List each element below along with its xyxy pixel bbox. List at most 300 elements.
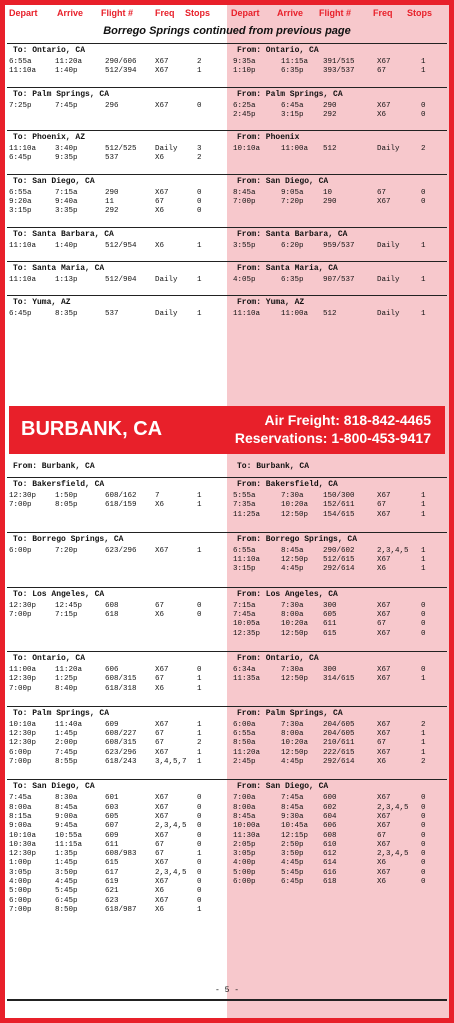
stops: 1 xyxy=(197,276,202,284)
flight-number: 290 xyxy=(105,188,119,197)
depart-time: 3:15p xyxy=(233,565,256,574)
arrive-time: 12:50p xyxy=(281,556,309,565)
stops: 1 xyxy=(197,675,202,684)
stops: 1 xyxy=(197,546,202,555)
flight-number: 393/537 xyxy=(323,67,355,76)
frequency: X67 xyxy=(155,896,169,905)
depart-time: 11:10a xyxy=(233,310,261,319)
depart-time: 6:00p xyxy=(9,546,32,555)
stops: 0 xyxy=(421,812,426,821)
flight-number: 512 xyxy=(323,145,337,154)
frequency: X67 xyxy=(155,803,169,812)
arrive-time: 12:50p xyxy=(281,748,309,757)
depart-time: 11:10a xyxy=(9,145,37,154)
section-divider xyxy=(7,532,447,533)
depart-time: 6:45p xyxy=(9,310,32,319)
frequency: 2,3,4,5 xyxy=(377,850,409,859)
flight-number: 608/315 xyxy=(105,739,137,748)
stops: 1 xyxy=(421,675,426,684)
flight-number: 610 xyxy=(323,840,337,849)
to-label: To: Burbank, CA xyxy=(237,462,310,471)
flight-number: 608/162 xyxy=(105,492,137,500)
frequency: X67 xyxy=(377,812,391,821)
arrive-time: 7:30a xyxy=(281,666,304,674)
stops: 0 xyxy=(197,887,202,896)
route-section xyxy=(5,477,449,532)
depart-time: 6:00a xyxy=(233,720,256,729)
flight-number: 609 xyxy=(105,720,119,729)
flight-number: 152/611 xyxy=(323,501,355,510)
arrive-time: 6:45p xyxy=(281,878,304,887)
depart-time: 10:10a xyxy=(9,720,37,729)
depart-time: 6:55a xyxy=(9,58,32,66)
flight-number: 512/615 xyxy=(323,556,355,565)
arrive-time: 10:20a xyxy=(281,739,309,748)
frequency: Daily xyxy=(377,241,400,250)
frequency: X6 xyxy=(377,878,387,887)
flight-number: 512/904 xyxy=(105,276,137,284)
frequency: Daily xyxy=(155,310,178,319)
frequency: X67 xyxy=(155,101,169,110)
flight-number: 907/537 xyxy=(323,276,355,284)
frequency: X67 xyxy=(377,794,391,803)
arrive-time: 3:35p xyxy=(55,207,78,216)
section-divider xyxy=(7,261,447,262)
depart-time: 7:00p xyxy=(9,905,32,914)
arrive-time: 7:20p xyxy=(55,546,78,555)
section-divider xyxy=(7,174,447,175)
depart-time: 7:25p xyxy=(9,101,32,110)
stops: 0 xyxy=(421,629,426,638)
depart-time: 10:30a xyxy=(9,840,37,849)
arrive-time: 9:40a xyxy=(55,198,78,207)
section-divider xyxy=(7,477,447,478)
frequency: X6 xyxy=(155,241,165,250)
route-section xyxy=(5,43,449,87)
flight-number: 608/315 xyxy=(105,675,137,684)
stops: 0 xyxy=(197,794,202,803)
frequency: X67 xyxy=(155,67,169,76)
arrive-time: 7:30a xyxy=(281,601,304,610)
arrive-time: 10:20a xyxy=(281,501,309,510)
frequency: X67 xyxy=(377,101,391,110)
section-heading-to: To: Palm Springs, CA xyxy=(13,708,110,718)
depart-time: 9:00a xyxy=(9,822,32,831)
stops: 1 xyxy=(197,905,202,914)
section-divider xyxy=(7,43,447,44)
column-header-bar xyxy=(5,5,449,22)
stops: 1 xyxy=(421,58,426,66)
stops: 1 xyxy=(421,310,426,319)
frequency: 67 xyxy=(155,840,165,849)
flight-number: 623 xyxy=(105,896,119,905)
stops: 1 xyxy=(197,501,202,510)
stops: 0 xyxy=(421,101,426,110)
flight-number: 391/515 xyxy=(323,58,355,66)
depart-time: 5:00p xyxy=(9,887,32,896)
section-divider xyxy=(7,130,447,131)
section-heading-from: From: Bakersfield, CA xyxy=(237,480,338,489)
frequency: X6 xyxy=(155,887,165,896)
frequency: X67 xyxy=(377,720,391,729)
arrive-time: 3:40p xyxy=(55,145,78,154)
depart-time: 11:10a xyxy=(9,241,37,250)
arrive-time: 1:45p xyxy=(55,730,78,739)
right-flight-row xyxy=(5,565,449,575)
flight-number: 210/611 xyxy=(323,739,355,748)
stops: 0 xyxy=(197,601,202,610)
frequency: X67 xyxy=(377,675,391,684)
flight-number: 10 xyxy=(323,188,333,197)
section-heading-to: To: Los Angeles, CA xyxy=(13,589,105,599)
depart-time: 12:35p xyxy=(233,629,261,638)
arrive-time: 8:45a xyxy=(281,546,304,555)
stops: 0 xyxy=(421,601,426,610)
frequency: 67 xyxy=(155,730,165,739)
header-stops: Stops xyxy=(185,8,211,18)
depart-time: 8:00a xyxy=(233,803,256,812)
stops: 0 xyxy=(421,878,426,887)
stops: 0 xyxy=(197,859,202,868)
stops: 2 xyxy=(197,58,202,66)
depart-time: 6:55a xyxy=(233,546,256,555)
arrive-time: 8:55p xyxy=(55,758,78,767)
section-heading-to: To: Santa Maria, CA xyxy=(13,264,105,273)
arrive-time: 10:55a xyxy=(55,831,83,840)
right-flight-row xyxy=(5,758,449,768)
depart-time: 2:45p xyxy=(233,758,256,767)
arrive-time: 1:13p xyxy=(55,276,78,284)
frequency: Daily xyxy=(155,276,178,284)
frequency: X6 xyxy=(155,501,165,510)
flight-number: 611 xyxy=(105,840,119,849)
flight-number: 600 xyxy=(323,794,337,803)
depart-time: 8:45a xyxy=(233,812,256,821)
arrive-time: 8:00a xyxy=(281,730,304,739)
flight-number: 537 xyxy=(105,154,119,163)
flight-number: 292 xyxy=(323,110,337,119)
depart-time: 12:30p xyxy=(9,850,37,859)
arrive-time: 3:50p xyxy=(55,868,78,877)
stops: 1 xyxy=(197,241,202,250)
stops: 0 xyxy=(197,666,202,674)
frequency: 67 xyxy=(155,739,165,748)
stops: 2 xyxy=(197,154,202,163)
arrive-time: 7:20p xyxy=(281,198,304,207)
arrive-time: 6:20p xyxy=(281,241,304,250)
flight-number: 290 xyxy=(323,101,337,110)
arrive-time: 4:45p xyxy=(281,565,304,574)
depart-time: 7:00p xyxy=(9,758,32,767)
arrive-time: 7:30a xyxy=(281,492,304,500)
frequency: X6 xyxy=(377,110,387,119)
arrive-time: 7:15p xyxy=(55,611,78,620)
stops: 0 xyxy=(421,840,426,849)
frequency: Daily xyxy=(377,276,400,284)
banner-city: BURBANK, CA xyxy=(21,418,163,440)
stops: 2 xyxy=(421,758,426,767)
stops: 0 xyxy=(197,812,202,821)
frequency: 2,3,4,5 xyxy=(377,803,409,812)
route-section xyxy=(5,261,449,295)
flight-number: 619 xyxy=(105,878,119,887)
arrive-time: 7:45a xyxy=(281,794,304,803)
frequency: X67 xyxy=(155,720,169,729)
frequency: X6 xyxy=(155,905,165,914)
depart-time: 6:00p xyxy=(233,878,256,887)
arrive-time: 1:25p xyxy=(55,675,78,684)
arrive-time: 8:05p xyxy=(55,501,78,510)
frequency: X67 xyxy=(155,831,169,840)
depart-time: 6:00p xyxy=(9,748,32,757)
stops: 3 xyxy=(197,145,202,154)
depart-time: 4:00p xyxy=(9,878,32,887)
right-flight-row xyxy=(5,878,449,888)
depart-time: 6:55a xyxy=(233,730,256,739)
depart-time: 9:35a xyxy=(233,58,256,66)
section-divider xyxy=(7,227,447,228)
depart-time: 3:05p xyxy=(9,868,32,877)
header-arrive: Arrive xyxy=(57,8,84,18)
flight-number: 607 xyxy=(105,822,119,831)
stops: 0 xyxy=(197,207,202,216)
frequency: X67 xyxy=(377,601,391,610)
depart-time: 11:30a xyxy=(233,831,261,840)
frequency: X67 xyxy=(155,546,169,555)
arrive-time: 11:20a xyxy=(55,666,83,674)
section-heading-from: From: Borrego Springs, CA xyxy=(237,534,358,544)
flight-number: 609 xyxy=(105,831,119,840)
frequency: 67 xyxy=(155,850,165,859)
arrive-time: 4:45p xyxy=(55,878,78,887)
frequency: X6 xyxy=(377,565,387,574)
stops: 1 xyxy=(197,730,202,739)
stops: 1 xyxy=(197,492,202,500)
arrive-time: 12:15p xyxy=(281,831,309,840)
frequency: X67 xyxy=(377,868,391,877)
arrive-time: 7:45p xyxy=(55,748,78,757)
frequency: 7 xyxy=(155,492,160,500)
depart-time: 6:45p xyxy=(9,154,32,163)
stops: 0 xyxy=(197,803,202,812)
left-flight-row xyxy=(5,207,449,217)
section-heading-from: From: Phoenix xyxy=(237,133,300,143)
frequency: X67 xyxy=(377,666,391,674)
section-heading-from: From: Los Angeles, CA xyxy=(237,589,338,599)
section-divider xyxy=(7,706,447,707)
depart-time: 8:50a xyxy=(233,739,256,748)
flight-number: 204/605 xyxy=(323,720,355,729)
frequency: 3,4,5,7 xyxy=(155,758,187,767)
section-heading-from: From: San Diego, CA xyxy=(237,782,329,792)
depart-time: 2:45p xyxy=(233,110,256,119)
right-flight-row xyxy=(5,675,449,685)
banner-air-freight: Air Freight: 818-842-4465 xyxy=(264,412,431,428)
arrive-time: 8:45a xyxy=(55,803,78,812)
arrive-time: 8:00a xyxy=(281,611,304,620)
flight-number: 11 xyxy=(105,198,115,207)
arrive-time: 11:40a xyxy=(55,720,83,729)
left-flight-row xyxy=(5,154,449,164)
stops: 1 xyxy=(421,730,426,739)
depart-time: 7:35a xyxy=(233,501,256,510)
page-number: - 5 - xyxy=(214,986,239,995)
depart-time: 8:45a xyxy=(233,188,256,197)
section-heading-from: From: Santa Barbara, CA xyxy=(237,229,348,239)
flight-number: 290/606 xyxy=(105,58,137,66)
stops: 1 xyxy=(421,241,426,250)
arrive-time: 7:45p xyxy=(55,101,78,110)
section-divider xyxy=(7,587,447,588)
flight-number: 618/987 xyxy=(105,905,137,914)
route-section xyxy=(5,532,449,587)
depart-time: 10:05a xyxy=(233,620,261,629)
depart-time: 1:00p xyxy=(9,859,32,868)
frequency: X67 xyxy=(155,859,169,868)
depart-time: 6:00p xyxy=(9,896,32,905)
flight-number: 615 xyxy=(105,859,119,868)
page-inner xyxy=(5,5,449,1018)
flight-number: 612 xyxy=(323,850,337,859)
section-heading-from: From: Palm Springs, CA xyxy=(237,708,343,718)
flight-number: 606 xyxy=(105,666,119,674)
depart-time: 11:35a xyxy=(233,675,261,684)
right-flight-row xyxy=(5,198,449,208)
stops: 2 xyxy=(421,720,426,729)
route-section xyxy=(5,227,449,261)
arrive-time: 8:50p xyxy=(55,905,78,914)
stops: 1 xyxy=(421,546,426,555)
arrive-time: 5:45p xyxy=(55,887,78,896)
bottom-rule xyxy=(7,999,447,1001)
flight-number: 222/615 xyxy=(323,748,355,757)
arrive-time: 1:40p xyxy=(55,67,78,76)
arrive-time: 11:15a xyxy=(281,58,309,66)
frequency: X67 xyxy=(155,666,169,674)
frequency: Daily xyxy=(377,145,400,154)
right-flight-row xyxy=(5,242,449,252)
arrive-time: 7:15a xyxy=(55,188,78,197)
flight-number: 614 xyxy=(323,859,337,868)
arrive-time: 6:35p xyxy=(281,276,304,284)
flight-number: 606 xyxy=(323,822,337,831)
stops: 0 xyxy=(421,831,426,840)
header-freq-right: Freq xyxy=(373,8,393,18)
stops: 1 xyxy=(421,501,426,510)
section-divider xyxy=(7,87,447,88)
frequency: X67 xyxy=(155,748,169,757)
depart-time: 4:05p xyxy=(233,276,256,284)
arrive-time: 11:20a xyxy=(55,58,83,66)
banner-reservations: Reservations: 1-800-453-9417 xyxy=(234,430,431,446)
right-flight-row xyxy=(5,145,449,155)
frequency: 2,3,4,5 xyxy=(377,546,409,555)
flight-number: 608 xyxy=(323,831,337,840)
frequency: 2,3,4,5 xyxy=(155,868,187,877)
route-section xyxy=(5,130,449,174)
header-depart: Depart xyxy=(9,8,38,18)
stops: 1 xyxy=(421,492,426,500)
stops: 1 xyxy=(197,67,202,76)
route-section xyxy=(5,174,449,227)
stops: 1 xyxy=(421,748,426,757)
depart-time: 7:00p xyxy=(9,684,32,693)
frequency: 67 xyxy=(377,831,387,840)
depart-time: 6:55a xyxy=(9,188,32,197)
section-divider xyxy=(7,779,447,780)
flight-number: 296 xyxy=(105,101,119,110)
frequency: X67 xyxy=(377,611,391,620)
flight-number: 292/614 xyxy=(323,565,355,574)
stops: 0 xyxy=(421,868,426,877)
section-heading-from: From: Santa Maria, CA xyxy=(237,264,338,273)
section-heading-to: To: Phoenix, AZ xyxy=(13,133,86,143)
flight-number: 618/159 xyxy=(105,501,137,510)
right-flight-row xyxy=(5,310,449,320)
route-section xyxy=(5,651,449,706)
stops: 0 xyxy=(197,868,202,877)
flight-number: 314/615 xyxy=(323,675,355,684)
flight-number: 618/318 xyxy=(105,684,137,693)
frequency: 67 xyxy=(155,675,165,684)
section-heading-from: From: Ontario, CA xyxy=(237,654,319,663)
frequency: X6 xyxy=(155,207,165,216)
arrive-time: 9:05a xyxy=(281,188,304,197)
depart-time: 9:20a xyxy=(9,198,32,207)
section-heading-to: To: Ontario, CA xyxy=(13,654,86,663)
arrive-time: 1:40p xyxy=(55,241,78,250)
arrive-time: 8:35p xyxy=(55,310,78,319)
continued-note: Borrego Springs continued from previous page xyxy=(103,25,351,37)
stops: 1 xyxy=(421,565,426,574)
route-section xyxy=(5,706,449,780)
depart-time: 12:30p xyxy=(9,739,37,748)
stops: 0 xyxy=(197,198,202,207)
frequency: 2,3,4,5 xyxy=(155,822,187,831)
stops: 0 xyxy=(197,822,202,831)
arrive-time: 8:45a xyxy=(281,803,304,812)
stops: 1 xyxy=(421,556,426,565)
arrive-time: 12:50p xyxy=(281,629,309,638)
flight-number: 608/227 xyxy=(105,730,137,739)
stops: 0 xyxy=(421,803,426,812)
header-stops-right: Stops xyxy=(407,8,433,18)
depart-time: 11:10a xyxy=(9,276,37,284)
section-divider xyxy=(7,651,447,652)
frequency: X67 xyxy=(377,840,391,849)
flight-number: 601 xyxy=(105,794,119,803)
flight-number: 616 xyxy=(323,868,337,877)
depart-time: 2:05p xyxy=(233,840,256,849)
depart-time: 7:00p xyxy=(9,611,32,620)
header-arrive-right: Arrive xyxy=(277,8,304,18)
arrive-time: 1:35p xyxy=(55,850,78,859)
arrive-time: 6:35p xyxy=(281,67,304,76)
flight-number: 617 xyxy=(105,868,119,877)
arrive-time: 8:40p xyxy=(55,684,78,693)
arrive-time: 2:00p xyxy=(55,739,78,748)
frequency: 67 xyxy=(377,501,387,510)
arrive-time: 3:50p xyxy=(281,850,304,859)
section-heading-from: From: Ontario, CA xyxy=(237,46,319,55)
arrive-time: 1:50p xyxy=(55,492,78,500)
header-flight: Flight # xyxy=(101,8,133,18)
frequency: Daily xyxy=(377,310,400,319)
section-heading-to: To: San Diego, CA xyxy=(13,782,95,792)
arrive-time: 4:45p xyxy=(281,859,304,868)
stops: 1 xyxy=(197,684,202,693)
flight-number: 154/615 xyxy=(323,510,355,519)
